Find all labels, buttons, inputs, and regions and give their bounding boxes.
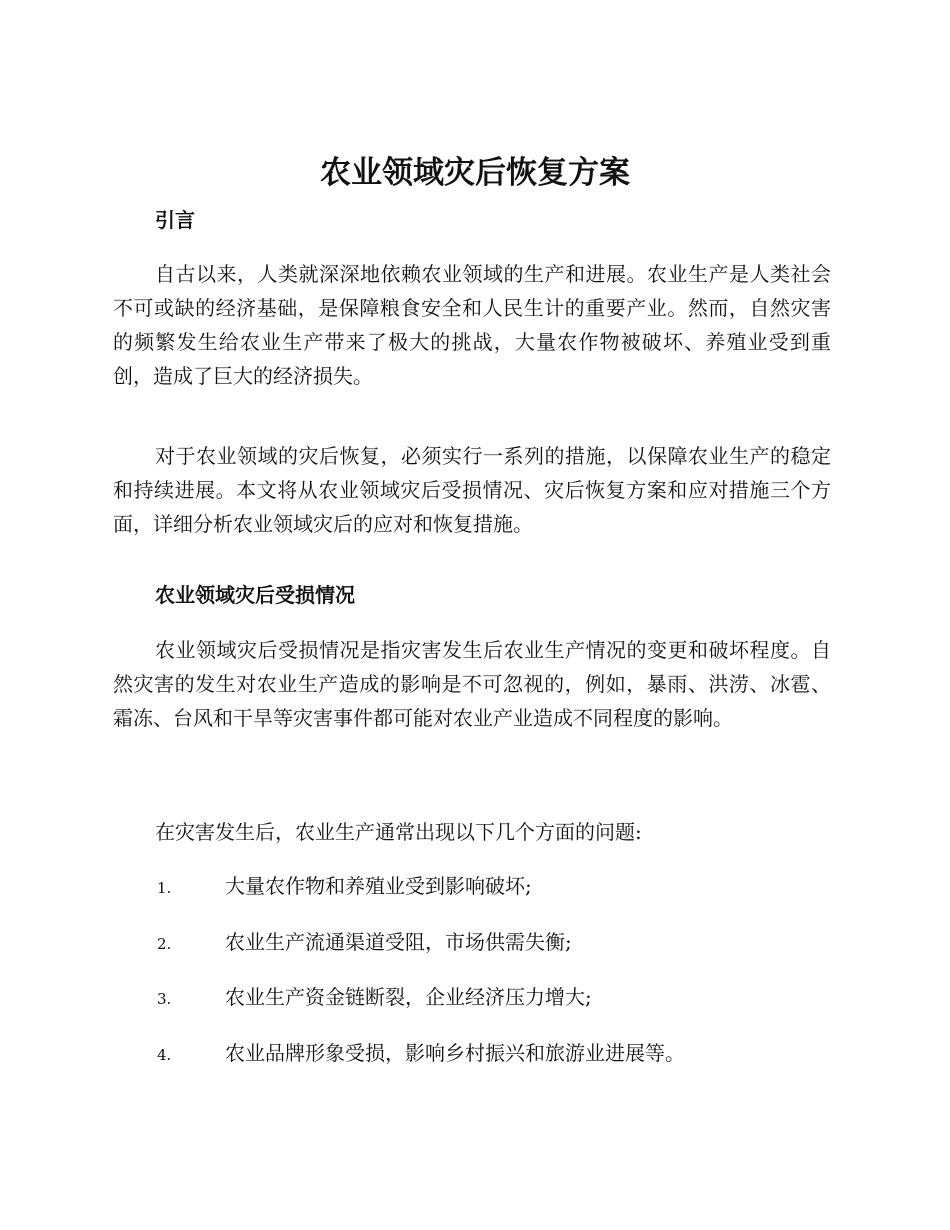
section-heading-intro: 引言 [155, 208, 195, 232]
document-title: 农业领域灾后恢复方案 [320, 155, 630, 191]
list-text: 农业品牌形象受损，影响乡村振兴和旅游业进展等。 [225, 1041, 685, 1065]
paragraph: 自古以来，人类就深深地依赖农业领域的生产和进展。农业生产是人类社会不可或缺的经济基础，是保障粮食安全和人民生计的重要产业。然而，自然灾害的频繁发生给农业生产带来了极大的挑战，大量农作物被破坏、养殖业受到重创，造成了巨大的经济损失。 [113, 262, 831, 388]
paragraph: 农业领域灾后受损情况是指灾害发生后农业生产情况的变更和破坏程度。自然灾害的发生对农业生产造成的影响是不可忽视的，例如，暴雨、洪涝、冰雹、霜冻、台风和干旱等灾害事件都可能对农业产业造成不同程度的影响。 [113, 638, 831, 730]
list-number: 4. [157, 1046, 172, 1064]
paragraph: 对于农业领域的灾后恢复，必须实行一系列的措施，以保障农业生产的稳定和持续进展。本文将从农业领域灾后受损情况、灾后恢复方案和应对措施三个方面，详细分析农业领域灾后的应对和恢复措施。 [113, 444, 831, 536]
list-number: 2. [157, 935, 172, 953]
section-heading-damage: 农业领域灾后受损情况 [155, 583, 355, 607]
list-text: 农业生产资金链断裂，企业经济压力增大; [225, 985, 592, 1009]
list-text: 大量农作物和养殖业受到影响破坏; [225, 874, 532, 898]
list-item [157, 1038, 837, 1070]
paragraph: 在灾害发生后，农业生产通常出现以下几个方面的问题: [155, 820, 642, 844]
list-item [157, 982, 837, 1014]
list-number: 3. [157, 990, 172, 1008]
list-number: 1. [157, 879, 172, 897]
list-item [157, 927, 837, 959]
list-item [157, 871, 837, 903]
list-text: 农业生产流通渠道受阻，市场供需失衡; [225, 930, 572, 954]
